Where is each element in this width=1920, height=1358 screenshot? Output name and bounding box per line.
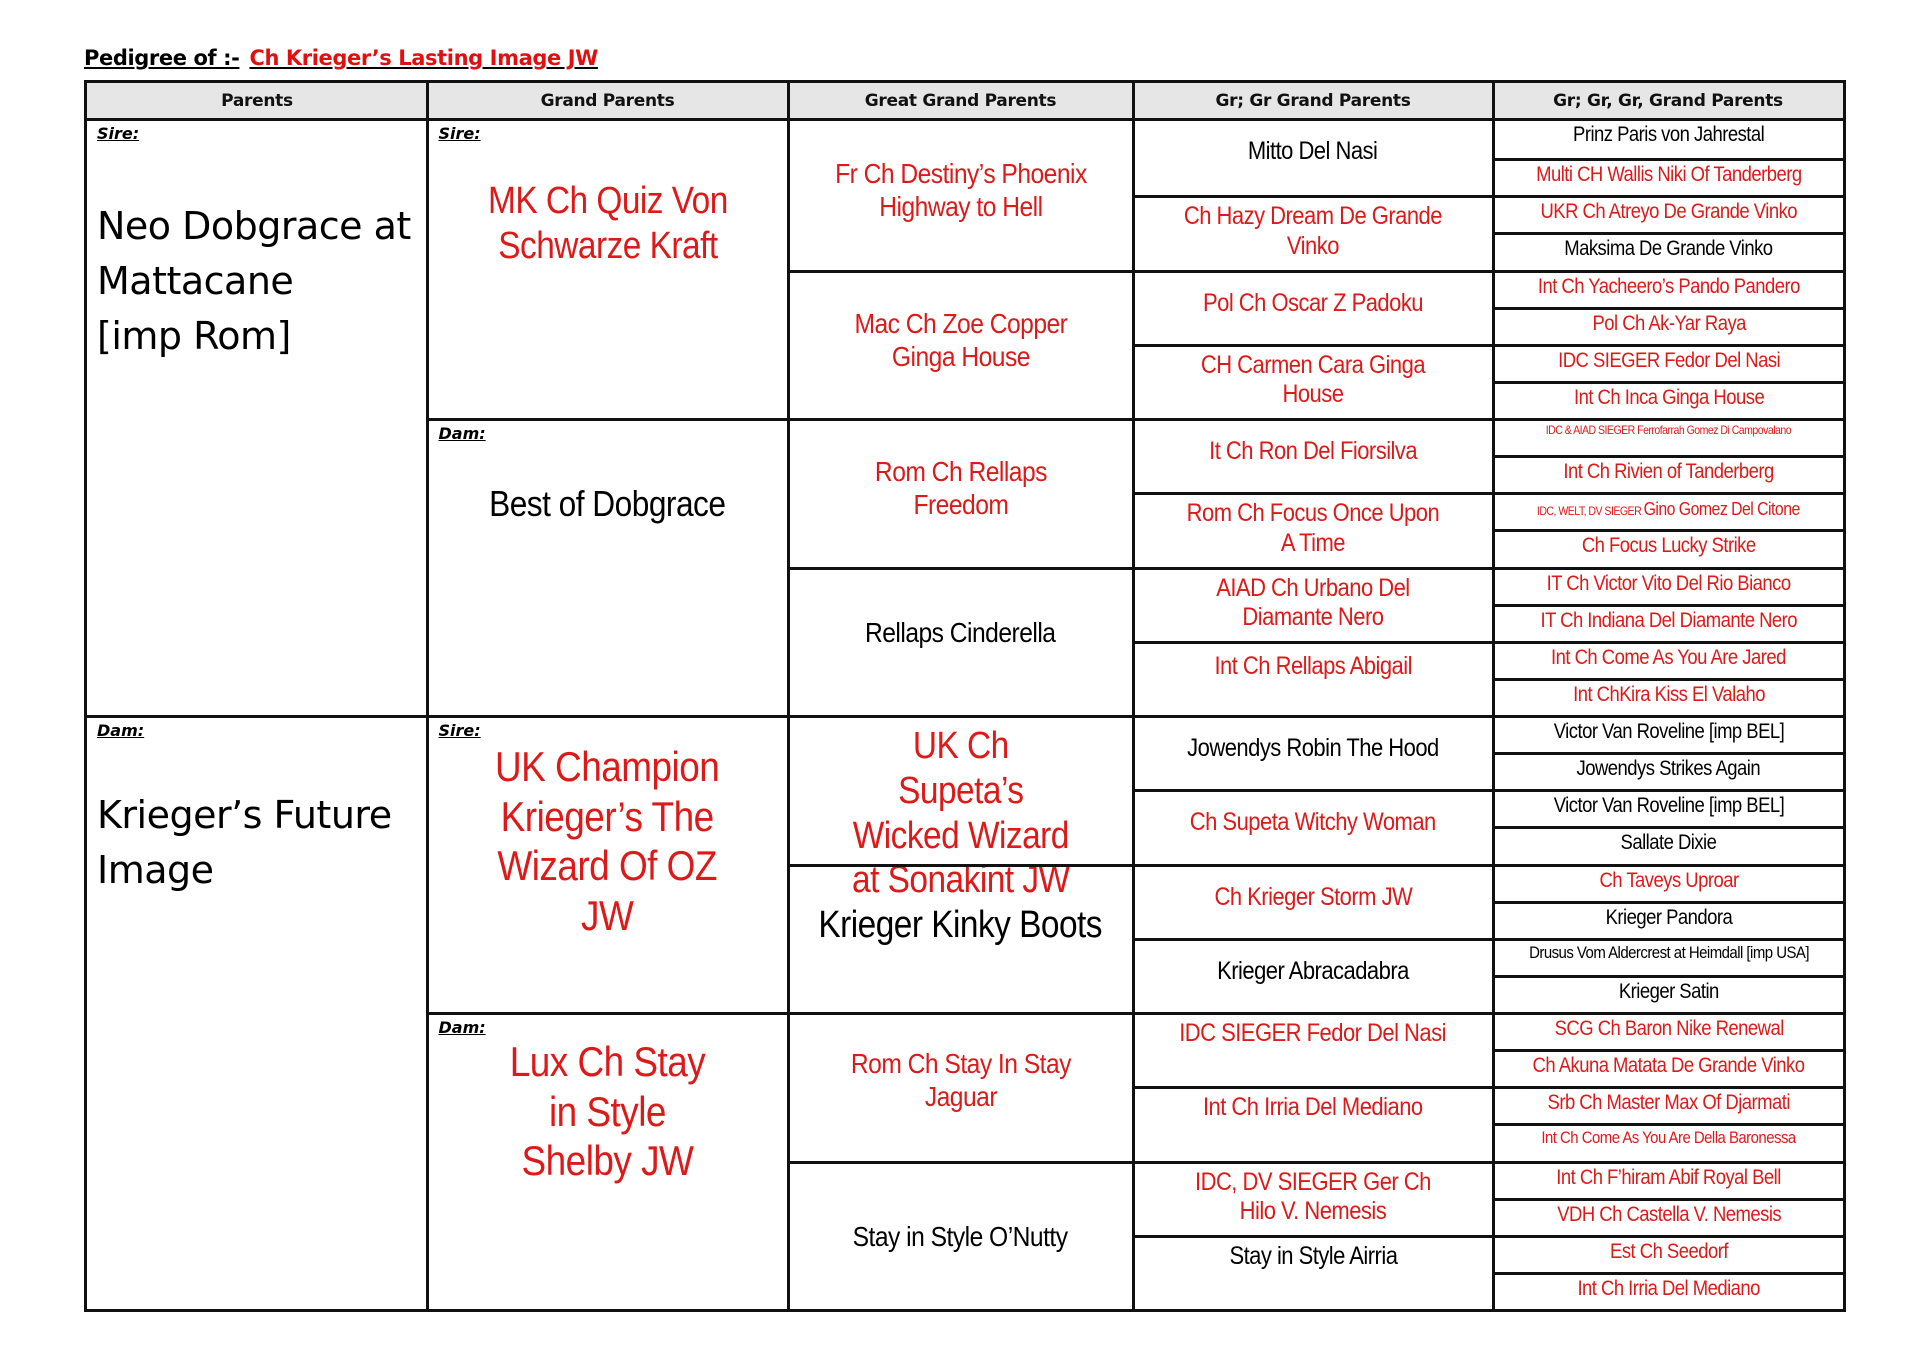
gr-gr-gr-grandparent-name: Est Ch Seedorf [1609,1239,1728,1263]
parent-name-line: Mattacane [97,259,294,304]
gr-gr-gr-grandparent-cell [1495,381,1844,418]
gr-gr-gr-grandparent-name: Krieger Pandora [1605,905,1733,929]
great-grandparent-name: Fr Ch Destiny’s Phoenix Highway to Hell [834,158,1087,223]
gr-gr-grandparent-name: Mitto Del Nasi [1248,137,1378,165]
gr-gr-gr-grandparent-name: SCG Ch Baron Nike Renewal [1554,1017,1784,1040]
great-grandparent-name: Rom Ch Stay In Stay Jaguar [850,1048,1071,1113]
gr-gr-gr-grandparent-cell [1495,1198,1844,1235]
gr-gr-gr-grandparent-cell [1495,678,1844,715]
gr-gr-gr-grandparent-cell [1495,641,1844,678]
gr-gr-gr-grandparent-name: Int Ch Come As You Are Della Baronessa [1541,1128,1796,1148]
gr-gr-gr-grandparent-name: Krieger Satin [1618,979,1719,1003]
grandparent-name: Lux Ch Stay in Style Shelby JW [509,1038,706,1185]
gr-gr-gr-grandparent-name: UKR Ch Atreyo De Grande Vinko [1540,200,1798,224]
gr-gr-gr-grandparent-name [1537,497,1800,522]
gr-gr-gr-grandparent-cell [1495,307,1844,344]
great-grandparent-name: Mac Ch Zoe Copper Ginga House [854,307,1067,372]
gr-gr-gr-grandparent-cell [1495,752,1844,789]
gr-gr-gr-grandparent-cell [1495,455,1844,492]
grandparent-label: Sire: [438,721,481,740]
gr-gr-grandparent-name: CH Carmen Cara Ginga House [1200,350,1426,409]
grandparent-name: UK Champion Krieger’s The Wizard Of OZ JW [495,743,720,939]
column-header: Grand Parents [427,83,788,121]
title-prefix-small: IDC, WELT, DV SIEGER [1537,504,1644,519]
grandparent-label: Dam: [438,1018,486,1037]
gr-gr-gr-grandparent-name: Srb Ch Master Max Of Djarmati [1547,1091,1790,1115]
gr-gr-grandparent-cell [1135,1012,1492,1086]
gr-gr-gr-grandparent-name: Victor Van Roveline [imp BEL] [1553,720,1785,743]
gr-gr-gr-grandparent-name: Jowendys Strikes Again [1576,757,1761,781]
great-grandparent-cell [790,864,1132,1013]
parent-cell [87,121,426,715]
parent-name [97,788,392,898]
gr-gr-gr-grandparent-name: Int Ch F’hiram Abif Royal Bell [1556,1165,1781,1189]
grandparent-name: Best of Dobgrace [489,483,726,524]
great-grandparent-name: Krieger Kinky Boots [818,903,1103,946]
parent-name-line: [imp Rom] [97,314,291,359]
gr-gr-gr-grandparent-cell [1495,270,1844,307]
gr-gr-gr-grandparent-cell [1495,1086,1844,1123]
gr-gr-grandparent-name: Ch Hazy Dream De Grande Vinko [1183,202,1443,260]
title-prefix: Pedigree of :- [84,46,240,70]
gr-gr-grandparent-name: IDC, DV SIEGER Ger Ch Hilo V. Nemesis [1195,1167,1431,1225]
gr-gr-gr-grandparent-cell [1495,975,1844,1012]
gr-gr-gr-grandparent-name: IDC SIEGER Fedor Del Nasi [1557,348,1780,372]
gr-gr-gr-grandparent-cell [1495,1161,1844,1198]
grandparent-label: Dam: [438,424,486,443]
gr-gr-gr-grandparent-cell [1495,567,1844,604]
gr-gr-gr-grandparent-name: IDC & AIAD SIEGER Ferrofarrah Gomez Di Campovalano [1546,423,1792,437]
gr-gr-grandparent-cell [1135,270,1492,344]
gr-gr-grandparent-name: Pol Ch Oscar Z Padoku [1202,288,1423,317]
gr-gr-gr-grandparent-cell [1495,604,1844,641]
column-header: Gr; Gr Grand Parents [1133,83,1493,121]
grandparent-cell [429,1012,787,1309]
gr-gr-gr-grandparent-cell [1495,232,1844,269]
gr-gr-gr-grandparent-name: IT Ch Indiana Del Diamante Nero [1540,608,1798,632]
gr-gr-grandparent-cell [1135,418,1492,492]
grandparent-cell [429,418,787,715]
gr-gr-grandparent-name: Jowendys Robin The Hood [1187,734,1439,762]
parent-name-line: Neo Dobgrace at [97,204,411,248]
gr-gr-gr-grandparent-name: Victor Van Roveline [imp BEL] [1553,794,1785,818]
gr-gr-gr-grandparent-name: Multi CH Wallis Niki Of Tanderberg [1536,163,1802,187]
pedigree-table [84,80,1846,1312]
parent-name [97,199,411,364]
parent-name-line: Krieger’s Future [97,793,392,837]
great-grandparent-name: Rellaps Cinderella [865,616,1056,648]
gr-gr-gr-grandparent-name: Maksima De Grande Vinko [1564,237,1773,261]
gr-gr-gr-grandparent-cell [1495,789,1844,826]
gr-gr-gr-grandparent-name: Ch Focus Lucky Strike [1581,534,1756,558]
gr-gr-gr-grandparent-cell [1495,121,1844,158]
gr-gr-gr-grandparent-name: Ch Akuna Matata De Grande Vinko [1532,1054,1805,1078]
gr-gr-grandparent-name: AIAD Ch Urbano Del Diamante Nero [1216,573,1410,631]
gr-gr-gr-grandparent-name: Ch Taveys Uproar [1599,868,1739,892]
gr-gr-gr-grandparent-name: Sallate Dixie [1620,831,1717,855]
gr-gr-gr-grandparent-cell [1495,1272,1844,1309]
gr-gr-gr-grandparent-cell [1495,158,1844,195]
gr-gr-gr-grandparent-name: VDH Ch Castella V. Nemesis [1556,1202,1781,1226]
gr-gr-grandparent-name: Stay in Style Airria [1229,1241,1397,1270]
gr-gr-gr-grandparent-cell [1495,529,1844,566]
gr-gr-grandparent-cell [1135,195,1492,269]
great-grandparent-name: UK Ch Supeta’s Wicked Wizard at Sonakint JW [851,725,1070,902]
gr-gr-gr-grandparent-name: Int Ch Yacheero’s Pando Pandero [1537,274,1800,298]
gr-gr-grandparent-cell [1135,492,1492,566]
gr-gr-gr-grandparent-name: Prinz Paris von Jahrestal [1573,123,1765,146]
great-grandparent-cell [790,715,1132,902]
great-grandparent-cell [790,1161,1132,1310]
gr-gr-grandparent-cell [1135,715,1492,789]
great-grandparent-cell [790,418,1132,567]
gr-gr-gr-grandparent-cell [1495,715,1844,752]
great-grandparent-cell [790,567,1132,716]
great-grandparent-cell [790,270,1132,419]
gr-gr-gr-grandparent-cell [1495,1049,1844,1086]
great-grandparent-cell [790,1012,1132,1161]
parent-cell [87,715,426,1309]
grandparent-cell [429,715,787,1012]
gr-gr-grandparent-name: It Ch Ron Del Fiorsilva [1209,437,1417,465]
column-header: Great Grand Parents [788,83,1133,121]
gr-gr-grandparent-cell [1135,1086,1492,1160]
gr-gr-gr-grandparent-cell [1495,901,1844,938]
gr-gr-gr-grandparent-name: Int Ch Come As You Are Jared [1551,645,1787,669]
gr-gr-grandparent-name: Int Ch Rellaps Abigail [1214,651,1412,680]
gr-gr-gr-grandparent-name: Pol Ch Ak-Yar Raya [1592,311,1746,335]
gr-gr-gr-grandparent-cell [1495,1012,1844,1049]
parent-label: Dam: [97,721,145,740]
column-header: Gr; Gr, Gr, Grand Parents [1493,83,1843,121]
great-grandparent-name: Rom Ch Rellaps Freedom [874,456,1047,521]
gr-gr-gr-grandparent-cell [1495,826,1844,863]
gr-gr-grandparent-name: Ch Supeta Witchy Woman [1190,808,1436,837]
gr-gr-grandparent-cell [1135,1235,1492,1309]
gr-gr-grandparent-name: Ch Krieger Storm JW [1214,882,1412,911]
grandparent-cell [429,121,787,418]
gr-gr-grandparent-cell [1135,344,1492,418]
grandparent-label: Sire: [438,124,481,143]
gr-gr-grandparent-cell [1135,938,1492,1012]
column-header: Parents [87,83,427,121]
gr-gr-gr-grandparent-cell [1495,938,1844,975]
gr-gr-grandparent-name: IDC SIEGER Fedor Del Nasi [1179,1019,1447,1047]
gr-gr-grandparent-name: Int Ch Irria Del Mediano [1203,1093,1423,1122]
gr-gr-grandparent-cell [1135,1161,1492,1235]
gr-gr-gr-grandparent-name: IT Ch Victor Vito Del Rio Bianco [1546,571,1791,595]
gr-gr-gr-grandparent-name: Int Ch Rivien of Tanderberg [1563,460,1774,484]
gr-gr-gr-grandparent-cell [1495,195,1844,232]
gr-gr-grandparent-cell [1135,121,1492,195]
page-title [84,46,598,70]
gr-gr-gr-grandparent-name: Int ChKira Kiss El Valaho [1572,682,1765,706]
great-grandparent-cell [790,121,1132,270]
gr-gr-gr-grandparent-cell [1495,864,1844,901]
parent-label: Sire: [97,124,140,143]
grandparent-name: MK Ch Quiz Von Schwarze Kraft [487,180,728,267]
gr-gr-gr-grandparent-cell [1495,418,1844,455]
gr-gr-gr-grandparent-cell [1495,344,1844,381]
title-subject: Ch Krieger’s Lasting Image JW [249,46,598,70]
gr-gr-gr-grandparent-cell [1495,492,1844,529]
gr-gr-gr-grandparent-name-text: Gino Gomez Del Citone [1643,499,1801,520]
gr-gr-gr-grandparent-cell [1495,1235,1844,1272]
gr-gr-grandparent-name: Krieger Abracadabra [1217,956,1409,985]
gr-gr-gr-grandparent-name: Drusus Vom Aldercrest at Heimdall [imp USA] [1528,942,1809,962]
gr-gr-grandparent-cell [1135,641,1492,715]
gr-gr-grandparent-name: Rom Ch Focus Once Upon A Time [1186,499,1440,557]
great-grandparent-name: Stay in Style O’Nutty [853,1220,1068,1252]
gr-gr-gr-grandparent-cell [1495,1123,1844,1160]
parent-name-line: Image [97,848,214,893]
gr-gr-grandparent-cell [1135,864,1492,938]
gr-gr-gr-grandparent-name: Int Ch Inca Ginga House [1573,385,1764,409]
gr-gr-grandparent-cell [1135,567,1492,641]
gr-gr-grandparent-cell [1135,789,1492,863]
gr-gr-gr-grandparent-name: Int Ch Irria Del Mediano [1577,1276,1760,1300]
